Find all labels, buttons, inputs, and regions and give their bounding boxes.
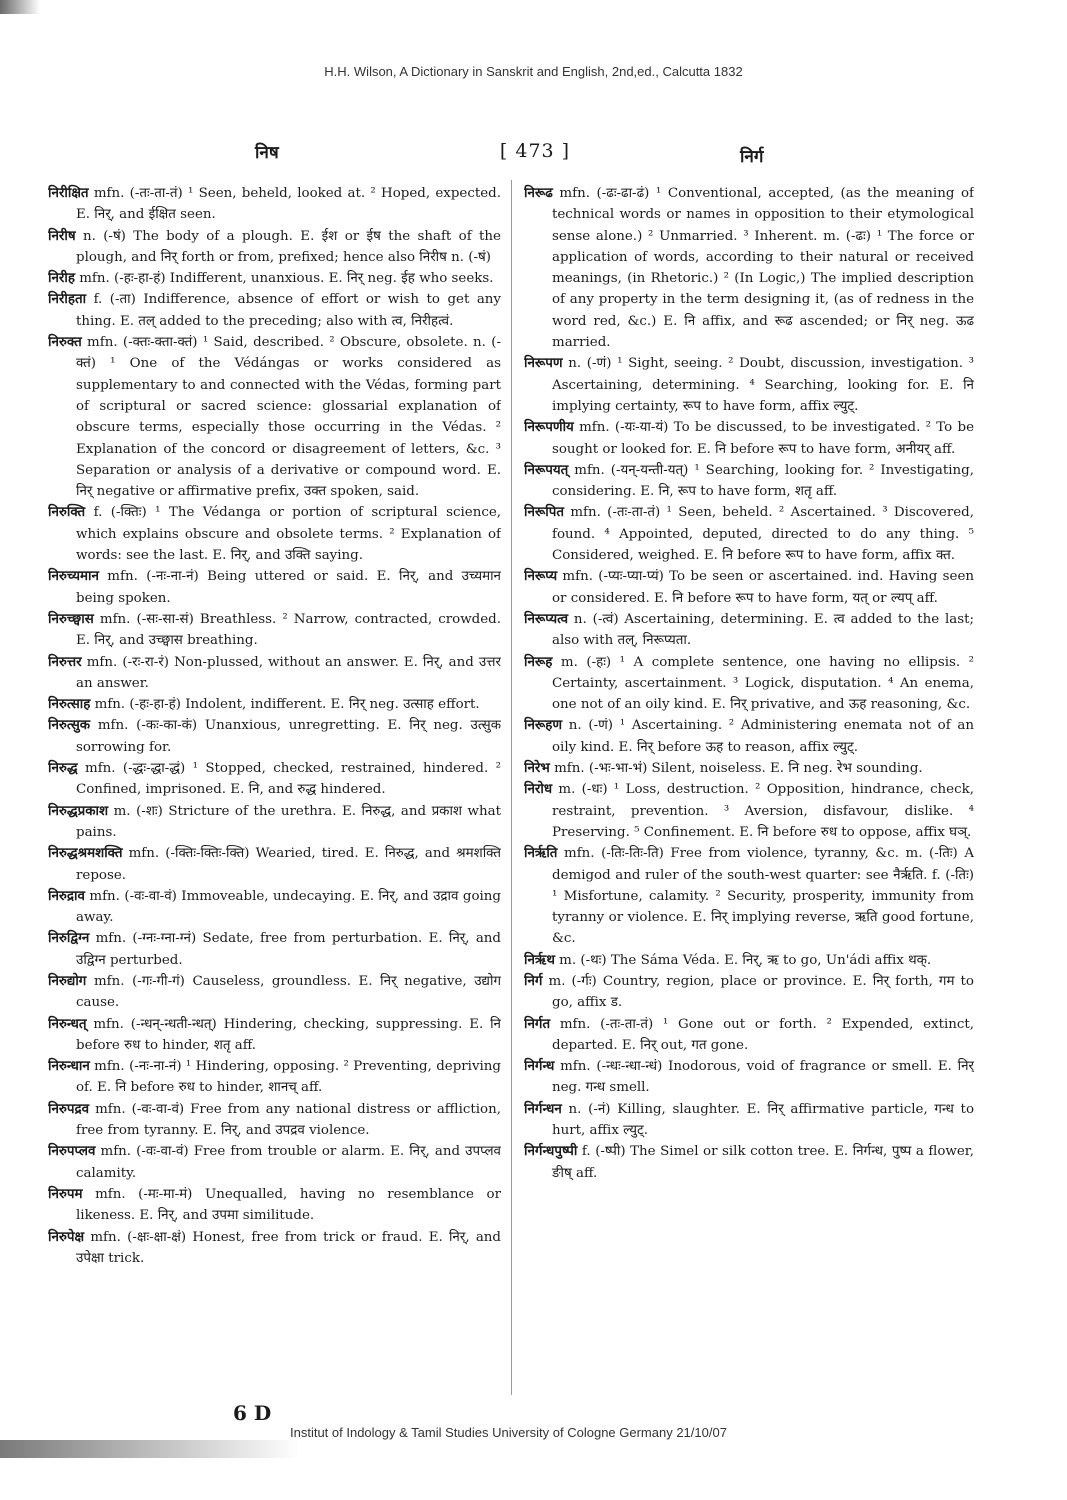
entry-definition: mfn. (-ग्नः-ग्ना-ग्नं) Sedate, free from perturbation. E. निर्, and उद्विग्न perturbed. xyxy=(76,931,501,968)
dictionary-entry xyxy=(48,1056,501,1099)
dictionary-entry xyxy=(48,268,501,289)
dictionary-entry xyxy=(48,1184,501,1227)
dictionary-entry xyxy=(524,950,974,971)
dictionary-entry xyxy=(48,801,501,844)
entry-headword: निरूह xyxy=(524,653,553,670)
entry-headword: निरीष xyxy=(48,227,76,244)
entry-headword: निर्गन्धन xyxy=(524,1100,562,1117)
entry-headword: निरुद्विग्न xyxy=(48,930,90,947)
dictionary-entry xyxy=(48,332,501,502)
dictionary-entry xyxy=(48,502,501,566)
entry-headword: निरुपप्लव xyxy=(48,1143,96,1160)
entry-headword: निरुत्सुक xyxy=(48,717,91,734)
dictionary-entry xyxy=(524,417,974,460)
entry-definition: mfn. (-तः-ता-तं) ¹ Seen, beheld. ² Ascertained. ³ Discovered, found. ⁴ Appointed, deputed, directed to do any thing. ⁵ Considered, weighed. E. नि before रूप to have form, affix क्त. xyxy=(552,505,974,564)
dictionary-entry xyxy=(48,971,501,1014)
entry-headword: निरुन्धत् xyxy=(48,1015,87,1032)
entry-headword: निरुपम xyxy=(48,1185,83,1202)
entry-definition: mfn. (-द्धः-द्धा-द्धं) ¹ Stopped, checked, restrained, hindered. ² Confined, imprisoned. E. नि, and रुद्ध hindered. xyxy=(76,761,501,798)
left-column xyxy=(48,183,501,1393)
entry-headword: निर्गन्ध xyxy=(524,1058,555,1075)
entry-headword: निरुद्राव xyxy=(48,887,85,904)
entry-headword: निरूपणीय xyxy=(524,419,574,436)
entry-headword: निर्गत xyxy=(524,1015,551,1032)
entry-headword: निरीक्षित xyxy=(48,185,89,201)
dictionary-entry xyxy=(524,1056,974,1099)
dictionary-entry xyxy=(524,758,974,779)
entry-definition: f. (-ष्पी) The Simel or silk cotton tree. E. निर्गन्ध, पुष्प a flower, ङीष् aff. xyxy=(552,1144,974,1181)
entry-headword: निरुन्धान xyxy=(48,1058,90,1075)
dictionary-entry xyxy=(524,1099,974,1142)
page-header xyxy=(40,140,1030,172)
dictionary-entry xyxy=(48,289,501,332)
page-number: [ 473 ] xyxy=(499,140,571,162)
dictionary-entry xyxy=(524,502,974,566)
entry-definition: mfn. (-गः-गी-गं) Causeless, groundless. E. निर् negative, उद्योग cause. xyxy=(76,973,501,1011)
entry-definition: mfn. (-कः-का-कं) Unanxious, unregretting. E. निर् neg. उत्सुक sorrowing for. xyxy=(76,718,501,755)
entry-headword: निरूढ xyxy=(524,185,553,201)
entry-headword: निर्ऋति xyxy=(524,845,558,862)
dictionary-entry xyxy=(524,1141,974,1184)
entry-definition: mfn. (-तिः-तिः-ति) Free from violence, tyranny, &c. m. (-तिः) A demigod and ruler of the south-west quarter: see नैर्ऋति. f. (-तिः) ¹ Misfortune, calamity. ² Security, prosperity, immunity from tyranny or violence. E. निर् implying reverse, ऋति good fortune, &c. xyxy=(552,846,974,947)
entry-headword: निरुत्साह xyxy=(48,696,91,713)
dictionary-entry xyxy=(524,715,974,758)
dictionary-entry xyxy=(48,652,501,695)
entry-headword: निरीह xyxy=(48,270,75,287)
entry-definition: mfn. (-हः-हा-हं) Indifferent, unanxious. E. निर् neg. ईह who seeks. xyxy=(79,271,494,287)
entry-headword: निर्ग xyxy=(524,972,543,989)
entry-definition: mfn. (-ढः-ढा-ढं) ¹ Conventional, accepted, (as the meaning of technical words or names in opposition to their etymological sense alone.) ² Unmarried. ³ Inherent. m. (-ढः) ¹ The force or application of words, according to their natural or received meanings, (in Rhetoric.) ² (In Logic,) The implied description of any property in the term designing it, (as of redness in the word red, &c.) E. नि affix, and रूढ ascended; or निर् neg. ऊढ married. xyxy=(552,186,974,351)
entry-headword: निरूपण xyxy=(524,355,563,372)
entry-definition: mfn. (-यन्-यन्ती-यत्) ¹ Searching, looking for. ² Investigating, considering. E. नि, रूप to have form, शतृ aff. xyxy=(552,462,974,500)
column-divider xyxy=(511,180,512,1395)
entry-definition: f. (-ता) Indifference, absence of effort or wish to get any thing. E. तल् added to the preceding; also with त्व, निरीहत्वं. xyxy=(76,292,501,329)
entry-definition: mfn. (-न्धन्-न्धती-न्धत्) Hindering, checking, suppressing. E. नि before रुध to hinder, शतृ aff. xyxy=(76,1016,501,1053)
dictionary-entry xyxy=(524,652,974,716)
entry-headword: निरूपयत् xyxy=(524,461,569,478)
entry-definition: n. (-नं) Killing, slaughter. E. निर् affirmative particle, गन्ध to hurt, affix ल्युट्. xyxy=(552,1101,974,1139)
entry-definition: mfn. (-वः-वा-वं) Immoveable, undecaying. E. निर्, and उद्राव going away. xyxy=(76,888,501,926)
entry-definition: m. (-हः) ¹ A complete sentence, one having no ellipsis. ² Certainty, ascertainment. ³ Logick, disputation. ⁴ An enema, one not of an oily kind. E. निर् privative, and ऊह reasoning, &c. xyxy=(552,654,974,713)
entry-definition: mfn. (-प्यः-प्या-प्यं) To be seen or ascertained. ind. Having seen or considered. E. नि before रूप to have form, यत् or ल्यप् aff. xyxy=(552,569,974,606)
dictionary-entry xyxy=(48,1227,501,1270)
entry-definition: mfn. (-तः-ता-तं) ¹ Gone out or forth. ² Expended, extinct, departed. E. निर् out, गत gone. xyxy=(552,1016,974,1053)
entry-headword: निरेभ xyxy=(524,760,550,777)
entry-definition: mfn. (-वः-वा-वं) Free from any national distress or affliction, free from tyranny. E. निर्, and उपद्रव violence. xyxy=(76,1101,501,1139)
entry-headword: निरुद्धश्रमशक्ति xyxy=(48,845,123,862)
dictionary-entry xyxy=(48,183,501,226)
dictionary-entry xyxy=(524,460,974,503)
entry-headword: निरुद्ध xyxy=(48,760,78,777)
dictionary-entry xyxy=(48,226,501,269)
dictionary-entry xyxy=(524,971,974,1014)
entry-headword: निरुपेक्ष xyxy=(48,1228,85,1245)
entry-headword: निर्ऋथ xyxy=(524,951,555,968)
entry-definition: mfn. (-रः-रा-रं) Non-plussed, without an answer. E. निर्, and उत्तर an answer. xyxy=(76,654,501,691)
entry-definition: m. (-थः) The Sáma Véda. E. निर्, ऋ to go, Un'ádi affix थक्. xyxy=(559,952,932,968)
entry-headword: निरूहण xyxy=(524,717,563,734)
entry-definition: mfn. (-क्तः-क्ता-क्तं) ¹ Said, described. ² Obscure, obsolete. n. (-क्तं) ¹ One of the Védángas or works considered as supplementary to and connected with the Védas, forming part of scriptural or sacred science: glossarial explanation of obscure terms, especially those occurring in the Védas. ² Explanation of the concord or disagreement of letters, &c. ³ Separation or analysis of a derivative or compound word. E. निर् negative or affirmative prefix, उक्त spoken, said. xyxy=(76,335,501,500)
entry-definition: mfn. (-क्षः-क्षा-क्षं) Honest, free from trick or fraud. E. निर्, and उपेक्षा trick. xyxy=(76,1229,501,1266)
dictionary-entry xyxy=(524,353,974,417)
entry-headword: निरुच्छ्वास xyxy=(48,610,94,627)
entry-definition: m. (-शः) Stricture of the urethra. E. निरुद्ध, and प्रकाश what pains. xyxy=(76,803,501,840)
entry-definition: mfn. (-न्धः-न्धा-न्धं) Inodorous, void of fragrance or smell. E. निर् neg. गन्ध smell. xyxy=(552,1059,974,1096)
dictionary-entry xyxy=(524,566,974,609)
entry-headword: निरुक्ति xyxy=(48,504,86,521)
entry-headword: निरूपित xyxy=(524,504,565,521)
entry-definition: mfn. (-भः-भा-भं) Silent, noiseless. E. नि neg. रेभ sounding. xyxy=(554,761,923,777)
entry-definition: n. (-णं) ¹ Sight, seeing. ² Doubt, discussion, investigation. ³ Ascertaining, determining. ⁴ Searching, looking for. E. नि implying certainty, रूप to have form, affix ल्युट्. xyxy=(552,356,974,414)
dictionary-entry xyxy=(48,758,501,801)
entry-definition: mfn. (-नः-ना-नं) ¹ Hindering, opposing. ² Preventing, depriving of. E. नि before रुध to hinder, शानच् aff. xyxy=(76,1059,501,1096)
entry-definition: mfn. (-नः-ना-नं) Being uttered or said. E. निर्, and उच्यमान being spoken. xyxy=(76,569,501,606)
dictionary-entry xyxy=(48,1141,501,1184)
dictionary-entry xyxy=(48,1014,501,1057)
scan-edge-shadow-top xyxy=(0,0,40,14)
dictionary-entry xyxy=(48,843,501,886)
source-citation: H.H. Wilson, A Dictionary in Sanskrit and English, 2nd,ed., Calcutta 1832 xyxy=(324,64,743,79)
entry-definition: n. (-त्वं) Ascertaining, determining. E. त्व added to the last; also with तल्, निरूप्यता. xyxy=(552,611,974,649)
entry-definition: m. (-धः) ¹ Loss, destruction. ² Opposition, hindrance, check, restraint, prevention. ³ Aversion, disfavour, dislike. ⁴ Preserving. ⁵ Confinement. E. नि before रुध to oppose, affix घञ्. xyxy=(552,782,974,840)
entry-headword: निरुपद्रव xyxy=(48,1100,90,1117)
right-running-headword: निर्ग xyxy=(740,147,764,167)
entry-headword: निर्गन्धपुष्पी xyxy=(524,1143,578,1160)
entry-headword: निरुच्यमान xyxy=(48,568,99,585)
dictionary-entry xyxy=(48,715,501,758)
dictionary-entry xyxy=(48,928,501,971)
entry-definition: mfn. (-सः-सा-सं) Breathless. ² Narrow, contracted, crowded. E. निर्, and उच्छ्वास breathing. xyxy=(76,611,501,649)
entry-definition: mfn. (-तः-ता-तं) ¹ Seen, beheld, looked at. ² Hoped, expected. E. निर्, and ईक्षित seen. xyxy=(76,186,501,223)
right-column xyxy=(524,183,974,1393)
entry-definition: mfn. (-वः-वा-वं) Free from trouble or alarm. E. निर्, and उपप्लव calamity. xyxy=(76,1144,501,1181)
entry-definition: mfn. (-हः-हा-हं) Indolent, indifferent. E. निर् neg. उत्साह effort. xyxy=(94,697,480,713)
dictionary-entry xyxy=(524,1014,974,1057)
dictionary-entry xyxy=(524,843,974,949)
dictionary-entry xyxy=(48,566,501,609)
digitization-note: Institut of Indology & Tamil Studies University of Cologne Germany 21/10/07 xyxy=(290,1425,727,1440)
dictionary-entry xyxy=(48,886,501,929)
entry-definition: m. (-र्गः) Country, region, place or province. E. निर् forth, गम to go, affix ड. xyxy=(548,973,974,1011)
dictionary-entry xyxy=(48,1099,501,1142)
left-running-headword: निष xyxy=(255,143,279,163)
entry-headword: निरुक्त xyxy=(48,334,82,351)
dictionary-entry xyxy=(524,183,974,353)
entry-definition: mfn. (-मः-मा-मं) Unequalled, having no resemblance or likeness. E. निर्, and उपमा similitude. xyxy=(76,1186,501,1224)
entry-definition: mfn. (-क्तिः-क्तिः-क्ति) Wearied, tired. E. निरुद्ध, and श्रमशक्ति repose. xyxy=(76,846,501,883)
entry-definition: mfn. (-यः-या-यं) To be discussed, to be investigated. ² To be sought or looked for. E. नि before रूप to have form, अनीयर् aff. xyxy=(552,420,974,457)
dictionary-entry xyxy=(524,779,974,843)
entry-headword: निरुत्तर xyxy=(48,653,82,670)
scan-edge-shadow-bottom xyxy=(0,1440,300,1458)
entry-headword: निरोध xyxy=(524,781,553,798)
entry-headword: निरूप्यत्व xyxy=(524,610,569,627)
entry-headword: निरुद्धप्रकाश xyxy=(48,802,109,819)
entry-headword: निरूप्य xyxy=(524,568,558,585)
entry-headword: निरुद्योग xyxy=(48,972,87,989)
dictionary-entry xyxy=(48,609,501,652)
entry-headword: निरीहता xyxy=(48,291,87,308)
entry-definition: f. (-क्तिः) ¹ The Védanga or portion of scriptural science, which explains obscure and obsolete terms. ² Explanation of words: see the last. E. निर्, and उक्ति saying. xyxy=(76,505,501,564)
signature-mark: 6 D xyxy=(233,1401,272,1425)
dictionary-entry xyxy=(48,694,501,715)
entry-definition: n. (-षं) The body of a plough. E. ईश or ईष the shaft of the plough, and निर् forth or from, prefixed; hence also निरीष n. (-षं) xyxy=(76,228,501,265)
entry-definition: n. (-णं) ¹ Ascertaining. ² Administering enemata not of an oily kind. E. निर् before ऊह to reason, affix ल्युट्. xyxy=(552,718,974,755)
dictionary-entry xyxy=(524,609,974,652)
